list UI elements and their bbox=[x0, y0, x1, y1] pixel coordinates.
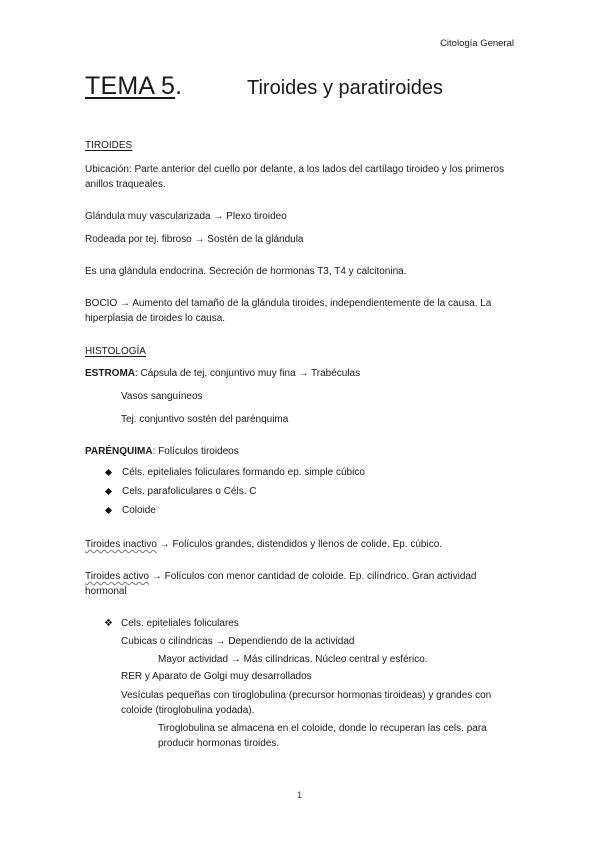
vesiculas-line-2: coloide (tiroglobulina yodada). bbox=[121, 705, 255, 716]
section-heading-histologia: HISTOLOGÍA bbox=[85, 346, 146, 357]
mayor-actividad-text: Mayor actividad → Más cilíndricas. Núcleo central y esférico. bbox=[158, 654, 428, 665]
rer-text: RER y Aparato de Golgi muy desarrollados bbox=[121, 671, 312, 682]
page-number: 1 bbox=[296, 790, 303, 801]
topic-number-text: TEMA 5 bbox=[85, 72, 176, 100]
bullet-icon bbox=[105, 488, 112, 495]
endocrina-text: Es una glándula endocrina. Secreción de hormonas T3, T4 y calcitonina. bbox=[85, 266, 407, 277]
parenquima-label: PARÉNQUIMA bbox=[85, 446, 153, 457]
vasos-text: Vasos sanguíneos bbox=[121, 391, 203, 402]
vesiculas-line-1: Vesículas pequeñas con tiroglobulina (precursor hormonas tiroideas) y grandes con bbox=[121, 690, 492, 701]
activo-line-1 bbox=[85, 570, 477, 584]
inactivo-label: Tiroides inactivo bbox=[85, 539, 157, 550]
almacena-line-2: producir hormonas tiroides. bbox=[158, 738, 280, 749]
bullet-icon bbox=[105, 507, 112, 514]
ubicacion-line-2: anillos traqueales. bbox=[85, 179, 166, 190]
page-title: Tiroides y paratiroides bbox=[247, 77, 444, 99]
activo-label: Tiroides activo bbox=[85, 571, 150, 582]
running-header: Citología General bbox=[440, 38, 514, 49]
bullet-item-2: Cels. parafoliculares o Céls. C bbox=[122, 486, 257, 497]
ubicacion-line-1: Ubicación: Parte anterior del cuello por delante, a los lados del cartílago tiroideo y los primeros bbox=[85, 164, 505, 175]
cubicas-text: Cubicas o cilíndricas → Dependiendo de la actividad bbox=[121, 636, 355, 647]
estroma-label: ESTROMA bbox=[85, 368, 135, 379]
activo-line-2: hormonal bbox=[85, 586, 127, 597]
section-heading-tiroides: TIROIDES bbox=[85, 140, 133, 151]
estroma-text: : Cápsula de tej. conjuntivo muy fina → Trabéculas bbox=[135, 368, 361, 379]
bocio-line-2: hiperplasia de tiroides lo causa. bbox=[85, 313, 226, 324]
conjuntivo-text: Tej. conjuntivo sostén del parénquima bbox=[121, 414, 289, 425]
vascularizada-text: Glándula muy vascularizada → Plexo tiroideo bbox=[85, 211, 287, 222]
almacena-line-1: Tiroglobulina se almacena en el coloide, donde lo recuperan las cels. para bbox=[158, 723, 487, 734]
bullet-item-1: Céls. epiteliales foliculares formando ep. simple cúbico bbox=[122, 467, 365, 478]
bocio-line-1: BOCIO → Aumento del tamaño de la glándula tiroides, independientemente de la causa. La bbox=[85, 298, 492, 309]
topic-number bbox=[85, 72, 182, 101]
bullet-item-3: Coloide bbox=[122, 505, 156, 516]
diamond-bullet-icon: ❖ bbox=[104, 618, 113, 629]
inactivo-text: → Folículos grandes, distendidos y llenos de colide. Ep. cúbico. bbox=[156, 539, 443, 550]
estroma-line bbox=[85, 367, 360, 381]
parenquima-line bbox=[85, 445, 239, 459]
bullet-icon bbox=[105, 469, 112, 476]
rodeada-text: Rodeada por tej. fibroso → Sostén de la glándula bbox=[85, 234, 304, 245]
foliculares-text: Cels. epiteliales foliculares bbox=[121, 618, 239, 629]
activo-text: → Folículos con menor cantidad de coloide. Ep. cilíndrico. Gran actividad bbox=[149, 571, 477, 582]
inactivo-line bbox=[85, 538, 442, 552]
topic-period: . bbox=[175, 72, 183, 100]
parenquima-text: : Folículos tiroideos bbox=[152, 446, 239, 457]
